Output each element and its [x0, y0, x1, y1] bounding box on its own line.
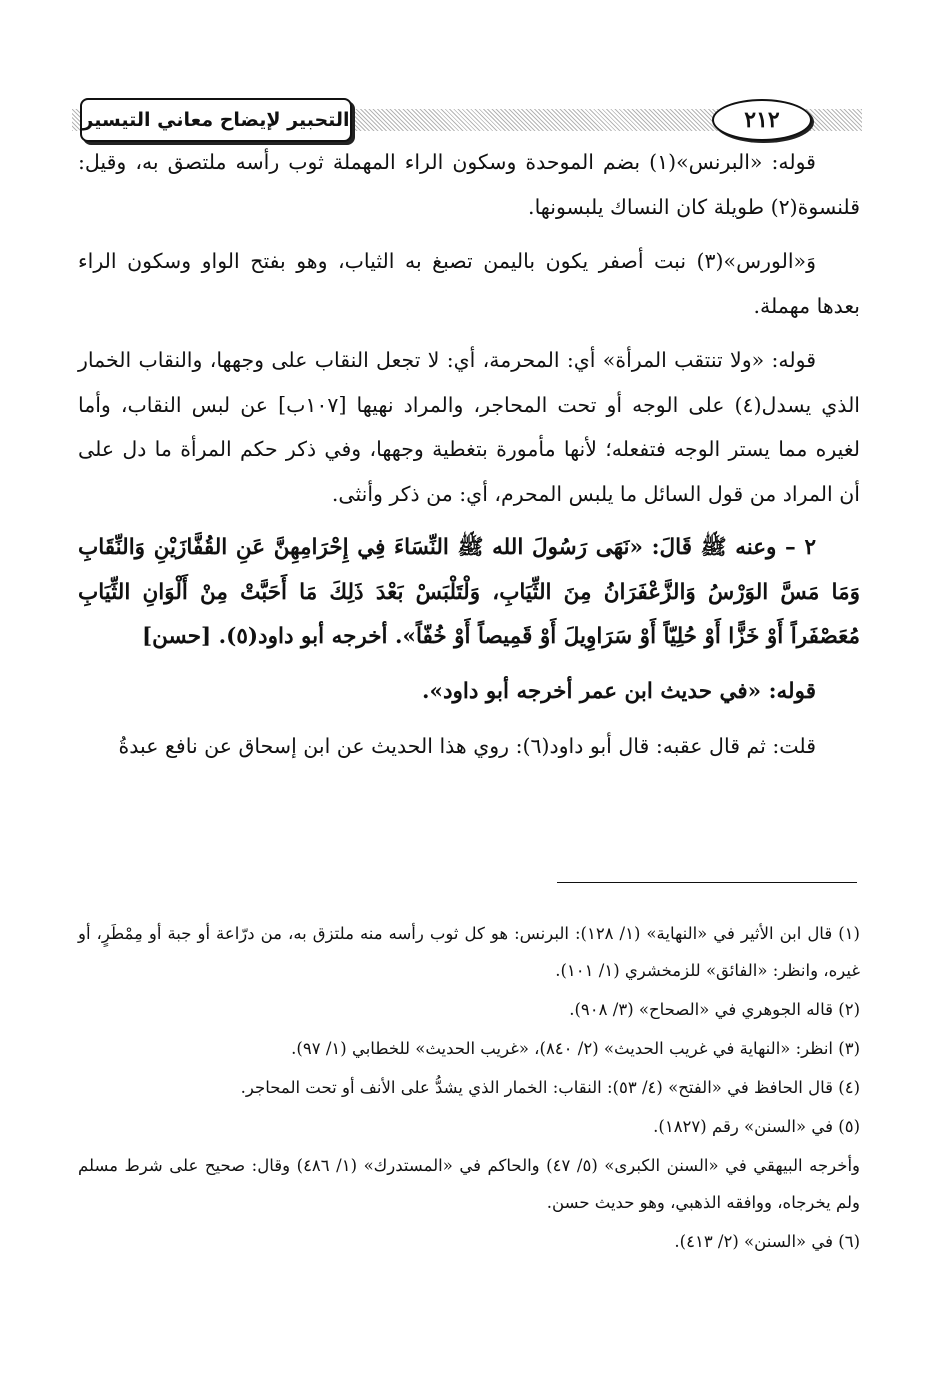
- footnote-separator: [557, 882, 857, 883]
- paragraph-abu-dawud: قلت: ثم قال عقبه: قال أبو داود(٦): روي هذا الحديث عن ابن إسحاق عن نافع عبدةُ: [118, 734, 816, 758]
- paragraph-wars: وَ«الورس»(٣) نبت أصفر يكون باليمن تصبغ به الثياب، وهو بفتح الواو وسكون الراء بعدها مهملة.: [78, 249, 860, 318]
- footnote-5-continued: وأخرجه البيهقي في «السنن الكبرى» (٥/ ٤٧) والحاكم في «المستدرك» (١/ ٤٨٦) وقال: صحيح على شرط مسلم ولم يخرجاه، ووافقه الذهبي، وهو حديث حسن.: [78, 1156, 861, 1212]
- footnote-5: (٥) في «السنن» رقم (١٨٢٧).: [653, 1117, 860, 1136]
- main-text: [78, 140, 860, 779]
- footnotes: [78, 915, 860, 1262]
- footnote-1: (١) قال ابن الأثير في «النهاية» (١/ ١٢٨): البرنس: هو كل ثوب رأسه منه ملتزق به، من درّاعة أو جبة أو مِمْطَرٍ، أو غيره، وانظر: «الفائق» للزمخشري (١/ ١٠١).: [78, 924, 860, 980]
- running-title: التحبير لإيضاح معاني التيسير: [80, 98, 352, 142]
- footnote-6: (٦) في «السنن» (٢/ ٤١٣).: [674, 1232, 860, 1251]
- footnote-4: (٤) قال الحافظ في «الفتح» (٤/ ٥٣): النقاب: الخمار الذي يشدُّ على الأنف أو تحت المحاجر.: [240, 1078, 860, 1097]
- hadith-text: ٢ – وعنه ﷺ قَالَ: «نَهَى رَسُولَ الله ﷺ النِّسَاءَ فِي إِحْرَامِهِنَّ عَنِ القُفَّازَيْنِ وَالنِّقَابِ وَمَا مَسَّ الوَرْسُ وَالزَّعْفَرَانُ مِنَ الثِّيَابِ، وَلْتَلْبَسْ بَعْدَ ذَلِكَ مَا أَحَبَّتْ مِنْ أَلْوَانِ الثِّيَابِ مُعَصْفَراً أَوْ خَزًّا أَوْ حُلِيّاً أَوْ سَرَاوِيلَ أَوْ قَمِيصاً أَوْ خُفّاً». أخرجه أبو داود(٥). [حسن]: [78, 535, 860, 649]
- footnote-2: (٢) قاله الجوهري في «الصحاح» (٣/ ٩٠٨).: [569, 1000, 860, 1019]
- paragraph-niqab: قوله: «ولا تنتقب المرأة» أي: المحرمة، أي: لا تجعل النقاب على وجهها، والنقاب الخمار الذي يسدل(٤) على الوجه أو تحت المحاجر، والمراد نهيها [١٠٧ب] عن لبس النقاب، وأما لغيره مما يستر الوجه فتفعله؛ لأنها مأمورة بتغطية وجهها، وفي ذكر حكم المرأة ما دل على أن المراد من قول السائل ما يلبس المحرم، أي: من ذكر وأنثى.: [78, 348, 861, 506]
- paragraph-burnus: قوله: «البرنس»(١) بضم الموحدة وسكون الراء المهملة ثوب رأسه ملتصق به، وقيل: قلنسوة(٢) طويلة كان النساك يلبسونها.: [78, 150, 860, 219]
- paragraph-ibn-umar: قوله: «في حديث ابن عمر أخرجه أبو داود».: [422, 678, 816, 704]
- footnote-3: (٣) انظر: «النهاية في غريب الحديث» (٢/ ٨٤٠)، «غريب الحديث» للخطابي (١/ ٩٧).: [291, 1039, 860, 1058]
- page-number: ٢١٢: [712, 99, 812, 141]
